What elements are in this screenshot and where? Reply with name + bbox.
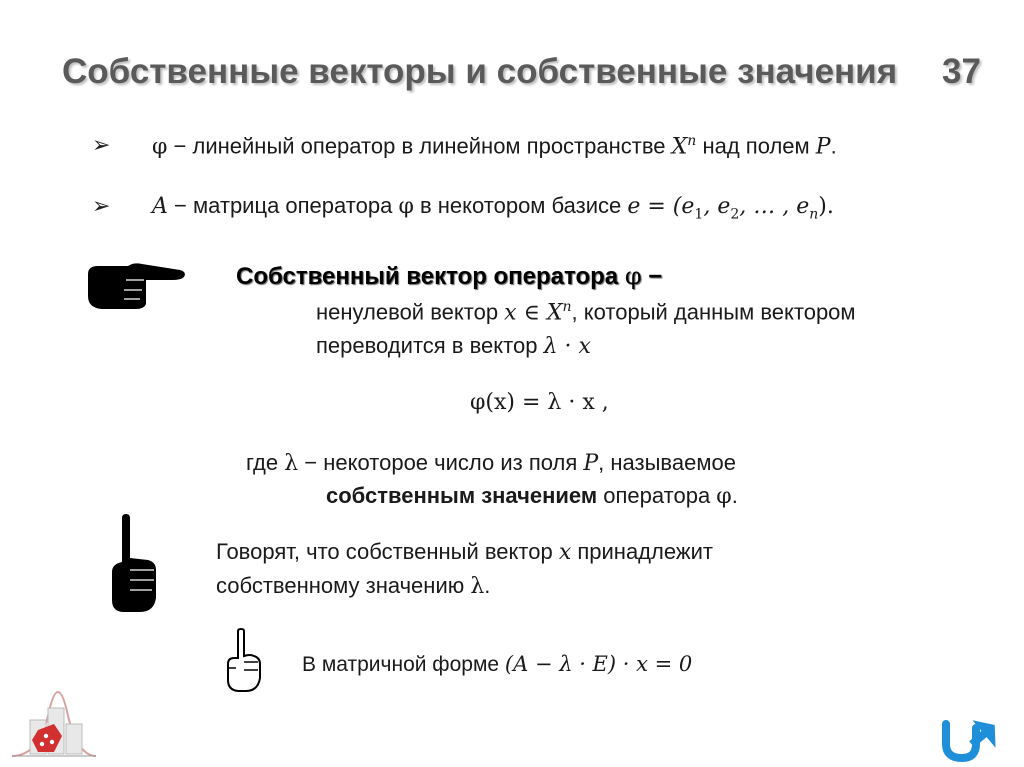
definition-term: собственным значением оператора φ. <box>326 483 738 509</box>
pointing-hand-up-icon <box>104 514 160 614</box>
pointing-hand-right-icon <box>84 260 188 310</box>
bullet-1: φ − линейный оператор в линейном пространстве $X^n$ над полем P. <box>152 133 837 160</box>
hand-finger-up-outline-icon <box>224 628 264 694</box>
bullet-2: A − матрица оператора φ в некотором базисе $e = (e_1$, $e_2$, … , $e_n$). <box>152 193 834 223</box>
logo-icon <box>8 686 98 760</box>
slide-number: 37 <box>942 52 981 91</box>
remark-line-1: Говорят, что собственный вектор x принадлежит <box>216 539 713 565</box>
definition-heading: Собственный вектор оператора φ − <box>236 262 663 290</box>
bullet-marker: ➢ <box>92 193 111 218</box>
eigen-formula: φ(x) = λ · x , <box>470 390 609 415</box>
definition-line-2: переводится в вектор λ · x <box>316 333 591 359</box>
definition-where: где λ − некоторое число из поля P, называемое <box>246 450 736 476</box>
remark-line-2: собственному значению λ. <box>216 573 491 599</box>
definition-line-1: ненулевой вектор x ∈ $X^n$, который данным вектором <box>316 299 856 326</box>
matrix-form-line: В матричной форме (A − λ · E) · x = 0 <box>302 652 693 676</box>
bullet-marker: ➢ <box>92 132 111 157</box>
slide-title: Собственные векторы и собственные значения <box>62 52 898 91</box>
return-arrow-icon[interactable] <box>940 714 1000 762</box>
